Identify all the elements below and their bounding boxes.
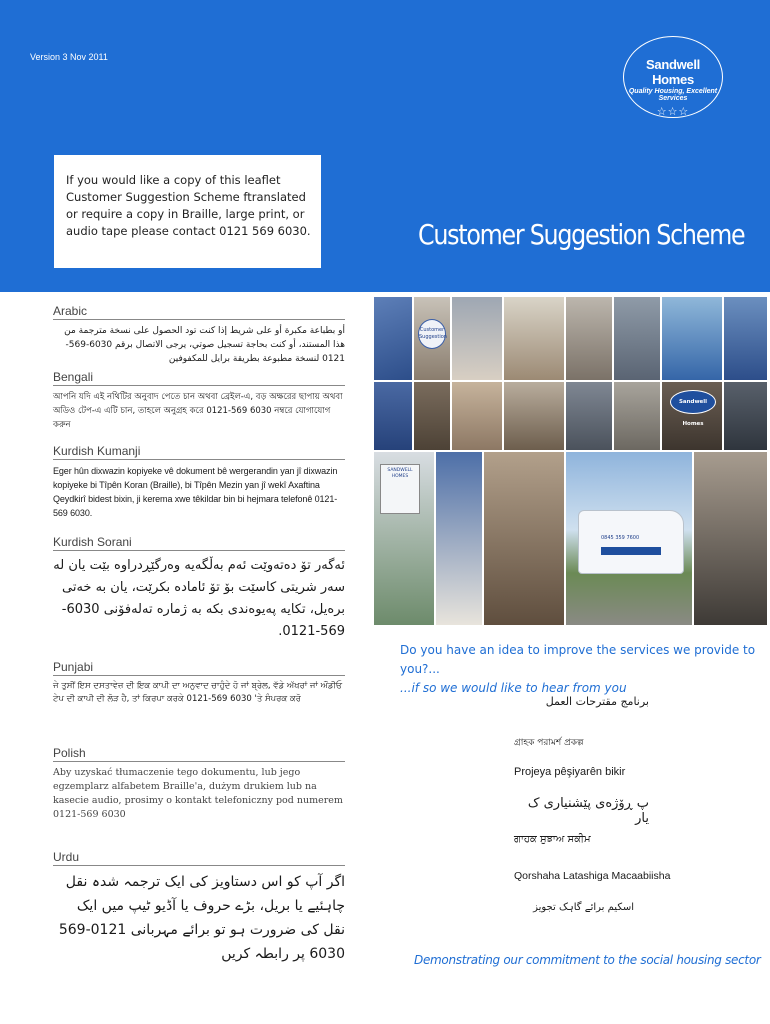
footer-tagline: Demonstrating our commitment to the social housing sector — [414, 953, 761, 967]
language-text: ئەگەر تۆ دەتەوێت ئەم بەڵگەیە وەرگێڕدراوە بێت یان لە سەر شریتی کاسێت بۆ تۆ ئامادە بکرێت، یان بە خەتی برەیل، تکایە پەیوەندی بکە بە ژمارە تەلەفۆنی 6030-569-0121. — [53, 558, 345, 639]
photo-tile — [613, 296, 661, 381]
photo-tile — [565, 451, 693, 626]
logo-name: Sandwell Homes — [646, 57, 700, 87]
question-block — [400, 641, 760, 698]
language-label: Bengali — [53, 370, 345, 386]
header-banner — [0, 0, 770, 292]
photo-tile — [613, 381, 661, 451]
question-line-1: Do you have an idea to improve the services we provide to you?... — [400, 643, 756, 676]
photo-tile — [723, 381, 768, 451]
language-label: Polish — [53, 746, 345, 762]
language-text: Aby uzyskać tłumaczenie tego dokumentu, lub jego egzemplarz alfabetem Braille'a, dużym drukiem lub na kasecie audio, prosimy o kontakt telefoniczny pod numerem 0121-569 6030 — [53, 767, 343, 820]
logo-tagline: Quality Housing, Excellent Services — [628, 88, 718, 102]
photo-tile — [373, 296, 413, 381]
translation-bengali: গ্রাহক পরামর্শ প্রকল্প — [514, 738, 584, 748]
photo-tile — [661, 296, 723, 381]
photo-tile — [565, 296, 613, 381]
photo-tile — [373, 381, 413, 451]
translation-punjabi: ਗਾਹਕ ਸੁਝਾਅ ਸਕੀਮ — [514, 834, 591, 845]
photo-tile — [451, 381, 503, 451]
sandwell-homes-logo — [623, 36, 723, 118]
notice-board-icon: SANDWELL HOMES — [380, 464, 420, 514]
language-kurdish-sorani — [53, 535, 345, 643]
question-line-2: ...if so we would like to hear from you — [400, 681, 627, 695]
van-phone-label: 0845 359 7600 — [601, 535, 640, 541]
photo-tile — [413, 296, 451, 381]
page-title: Customer Suggestion Scheme — [418, 218, 745, 251]
photo-tile — [373, 451, 435, 626]
logo-stars-icon: ☆☆☆ — [656, 105, 690, 118]
copy-notice-box — [54, 155, 321, 268]
translation-kurdish-kumanji: Projeya pêşiyarên bikir — [514, 766, 626, 778]
photo-tile — [413, 381, 451, 451]
language-text: اگر آپ کو اس دستاویز کی ایک ترجمہ شدہ نقل چاہئیے یا بریل، بڑے حروف یا آڈیو ٹیپ میں ایک نقل کی ضرورت ہو تو برائے مہربانی 0121-569 6030 پر رابطہ کریں — [58, 874, 345, 962]
language-text: ਜੇ ਤੁਸੀਂ ਇਸ ਦਸਤਾਵੇਜ਼ ਦੀ ਇਕ ਕਾਪੀ ਦਾ ਅਨੁਵਾਦ ਚਾਹੁੰਦੇ ਹੋ ਜਾਂ ਬ੍ਰੇਲ, ਵੱਡੇ ਅੱਖਰਾਂ ਜਾਂ ਔਡੀਓ ਟੇਪ ਦੀ ਕਾਪੀ ਦੀ ਲੋੜ ਹੈ, ਤਾਂ ਕਿਰਪਾ ਕਰਕੇ 0121-569 6030 'ਤੇ ਸੰਪਰਕ ਕਰੋ — [53, 681, 343, 704]
language-punjabi — [53, 660, 345, 706]
photo-tile — [723, 296, 768, 381]
translation-arabic: برنامج مقترحات العمل — [545, 695, 649, 708]
van-icon — [578, 510, 684, 574]
language-label: Kurdish Kumanji — [53, 444, 345, 460]
badge-icon: Customer Suggestion — [418, 319, 446, 349]
translation-urdu: اسکیم برائے گاہک تجویز — [533, 902, 634, 913]
language-urdu — [53, 850, 345, 966]
sandwell-badge-icon: Sandwell Homes — [670, 390, 716, 414]
language-bengali — [53, 370, 345, 432]
language-arabic — [53, 304, 345, 366]
translation-kurdish-sorani: پ ڕۆژەی پێشنیاری ک یار — [527, 796, 649, 826]
photo-tile — [661, 381, 723, 451]
photo-tile — [503, 296, 565, 381]
language-text: Eger hûn dixwazin kopiyeke vê dokument bê wergerandin yan jî dixwazin kopiyeke bi Tîpên Koran (Braille), bi Tîpên Mezin yan jî wekî Axaftina Qeydkirî bidest bixin, ji kerema xwe têkildar bin bi hejmara telefonê 0121-569 6030. — [53, 466, 338, 518]
version-label: Version 3 Nov 2011 — [30, 52, 108, 62]
language-label: Arabic — [53, 304, 345, 320]
language-label: Kurdish Sorani — [53, 535, 345, 551]
van-stripe — [601, 547, 661, 555]
language-kurdish-kumanji — [53, 444, 345, 520]
translation-somali: Qorshaha Latashiga Macaabiisha — [514, 870, 671, 882]
photo-tile — [565, 381, 613, 451]
photo-collage — [373, 296, 768, 626]
photo-tile — [483, 451, 565, 626]
photo-tile — [693, 451, 768, 626]
photo-tile — [435, 451, 483, 626]
language-text: أو بطباعة مكبرة أو على شريط إذا كنت تود الحصول على نسخة مترجمة من هذا المستند، أو كنت بحاجة تسجيل صوتي، يرجى الاتصال برقم 6030-569-0121 لنسخة مطبوعة بطريقة برايل للمكفوفين — [64, 326, 345, 364]
language-text: আপনি যদি এই নথিটির অনুবাদ পেতে চান অথবা ব্রেইল-এ, বড় অক্ষরের ছাপায় অথবা অডিও টেপ-এ এটি চান, তাহলে অনুগ্রহ করে 0121-569 6030 নম্বরে যোগাযোগ করুন — [53, 392, 343, 430]
language-label: Punjabi — [53, 660, 345, 676]
photo-tile — [451, 296, 503, 381]
language-label: Urdu — [53, 850, 345, 866]
copy-notice-text: If you would like a copy of this leaflet Customer Suggestion Scheme ftranslated or require a copy in Braille, large print, or audio tape please contact 0121 569 6030. — [66, 173, 311, 238]
photo-tile — [503, 381, 565, 451]
language-polish — [53, 746, 345, 822]
